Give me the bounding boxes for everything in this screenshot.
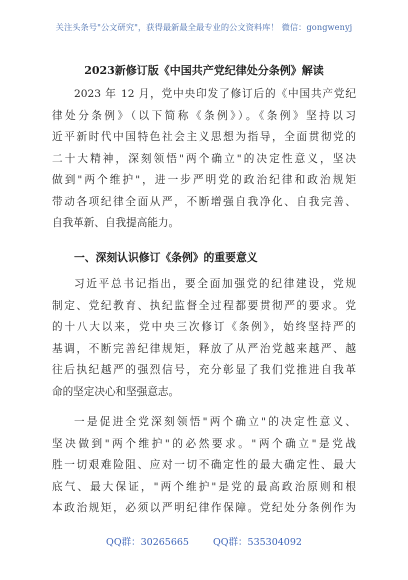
text-line: 一是促进全党深刻领悟"两个确立"的决定性意义、 [74, 416, 356, 428]
text-line: 律处分条例》（以下简称《条例》）。《条例》坚持以习 [52, 109, 356, 122]
text-line: 基调，不断完善纪律规矩，释放了从严治党越来越严、越 [52, 342, 356, 355]
qq-group-2: QQ群：535304092 [212, 537, 302, 548]
text-line: 往后执纪越严的强烈信号，充分彰显了我们党推进自我革 [52, 364, 356, 376]
text-line: 命的坚定决心和坚强意志。 [52, 385, 180, 398]
document-title: 2023新修订版《中国共产党纪律处分条例》解读 [84, 64, 324, 77]
text-line: 近平新时代中国特色社会主义思想为指导，全面贯彻党的 [52, 131, 356, 143]
text-line: 二十大精神，深刻领悟"两个确立"的决定性意义，坚决 [52, 152, 356, 165]
text-line: 底气、最大保证，"两个维护"是党的最高政治原则和根 [52, 480, 356, 493]
text-line: 2023 年 12 月，党中央印发了修订后的《中国共产党纪 [74, 88, 356, 100]
text-line: 习近平总书记指出，要全面加强党的纪律建设，党规 [74, 278, 356, 290]
header-banner: 关注头条号"公文研究"，获得最新最全最专业的公文资料库！ 微信：gongwenyj [55, 22, 353, 32]
text-line: 制定、党纪教育、执纪监督全过程都要贯彻严的要求。党 [52, 299, 356, 312]
text-line: 坚决做到"两个维护"的必然要求。"两个确立"是党战 [52, 437, 356, 450]
footer-qq-groups [0, 534, 408, 548]
section-heading: 一、深刻认识修订《条例》的重要意义 [74, 251, 258, 264]
text-line: 带动各项纪律全面从严，不断增强自我净化、自我完善、 [52, 195, 356, 208]
text-line: 胜一切艰难险阻、应对一切不确定性的最大确定性、最大 [52, 459, 356, 471]
paragraph-first-point [52, 412, 356, 520]
text-line: 的十八大以来，党中央三次修订《条例》，始终坚持严的 [52, 321, 356, 333]
qq-group-1: QQ群：30265665 [106, 537, 189, 548]
text-line: 做到"两个维护"，进一步严明党的政治纪律和政治规矩 [52, 174, 356, 186]
text-line: 自我革新、自我提高能力。 [52, 217, 180, 229]
paragraph-discipline [52, 274, 356, 403]
text-line: 本政治规矩，必须以严明纪律作保障。党纪处分条例作为 [52, 502, 356, 514]
intro-paragraph [52, 84, 356, 235]
